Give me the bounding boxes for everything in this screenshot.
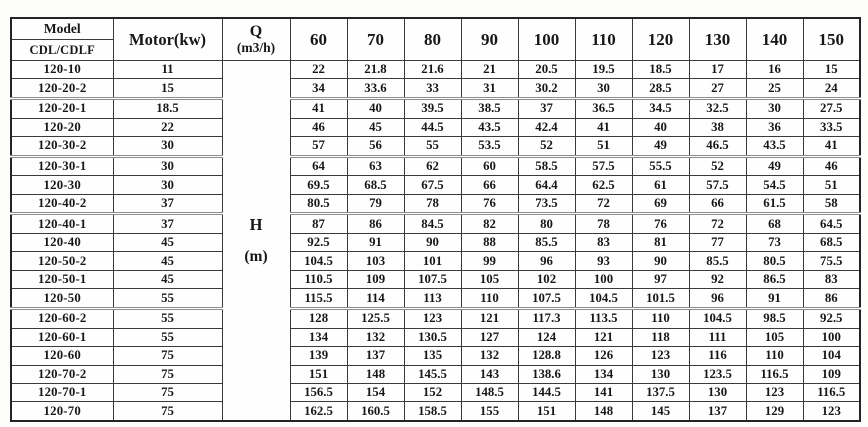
- head-value-cell: 56: [347, 137, 404, 157]
- head-value-cell: 68.5: [803, 234, 860, 252]
- head-value-cell: 49: [746, 156, 803, 176]
- head-value-cell: 43.5: [746, 137, 803, 157]
- flow-column-header: 100: [518, 18, 575, 61]
- model-header-series-label: CDL/CDLF: [29, 43, 95, 57]
- head-value-cell: 126: [575, 347, 632, 365]
- head-value-cell: 123.5: [689, 365, 746, 383]
- head-value-cell: 25: [746, 79, 803, 99]
- head-value-cell: 82: [461, 214, 518, 234]
- table-row: [11, 347, 860, 365]
- head-value-cell: 80: [518, 214, 575, 234]
- table-row: [11, 118, 860, 136]
- head-value-cell: 104.5: [290, 252, 347, 270]
- head-symbol-label: H: [249, 215, 263, 234]
- table-row: [11, 156, 860, 176]
- head-value-cell: 97: [632, 270, 689, 288]
- head-value-cell: 73: [746, 234, 803, 252]
- model-cell: 120-40-1: [11, 214, 113, 234]
- head-value-cell: 57: [290, 137, 347, 157]
- head-value-cell: 33.5: [803, 118, 860, 136]
- table-row: [11, 383, 860, 401]
- flow-column-header: 60: [290, 18, 347, 61]
- head-value-cell: 68.5: [347, 176, 404, 194]
- head-value-cell: 57.5: [689, 176, 746, 194]
- head-value-cell: 30: [746, 99, 803, 119]
- motor-power-cell: 30: [113, 156, 222, 176]
- head-value-cell: 40: [347, 99, 404, 119]
- head-value-cell: 69.5: [290, 176, 347, 194]
- motor-power-cell: 75: [113, 383, 222, 401]
- header-row: [11, 18, 860, 61]
- head-value-cell: 64.4: [518, 176, 575, 194]
- head-value-cell: 132: [347, 328, 404, 346]
- head-value-cell: 45: [347, 118, 404, 136]
- head-value-cell: 115.5: [290, 289, 347, 309]
- head-value-cell: 83: [803, 270, 860, 288]
- flow-column-header: 70: [347, 18, 404, 61]
- table-header: [11, 18, 860, 61]
- head-value-cell: 24: [803, 79, 860, 99]
- head-value-cell: 110: [746, 347, 803, 365]
- head-value-cell: 129: [746, 402, 803, 421]
- head-value-cell: 77: [689, 234, 746, 252]
- flow-column-header: 110: [575, 18, 632, 61]
- head-value-cell: 41: [803, 137, 860, 157]
- table-body: [11, 61, 860, 422]
- table-row: [11, 365, 860, 383]
- head-value-cell: 132: [461, 347, 518, 365]
- head-value-cell: 51: [803, 176, 860, 194]
- head-value-cell: 121: [461, 308, 518, 328]
- head-value-cell: 91: [746, 289, 803, 309]
- motor-power-cell: 30: [113, 176, 222, 194]
- head-value-cell: 160.5: [347, 402, 404, 421]
- head-value-cell: 58.5: [518, 156, 575, 176]
- table-row: [11, 194, 860, 214]
- flow-column-header: 90: [461, 18, 518, 61]
- head-value-cell: 54.5: [746, 176, 803, 194]
- motor-power-cell: 45: [113, 270, 222, 288]
- model-cell: 120-30-1: [11, 156, 113, 176]
- head-value-cell: 155: [461, 402, 518, 421]
- head-value-cell: 30.2: [518, 79, 575, 99]
- head-value-cell: 111: [689, 328, 746, 346]
- table-row: [11, 234, 860, 252]
- table-row: [11, 99, 860, 119]
- head-value-cell: 145: [632, 402, 689, 421]
- table-row: [11, 308, 860, 328]
- head-value-cell: 63: [347, 156, 404, 176]
- head-value-cell: 130: [689, 383, 746, 401]
- head-value-cell: 20.5: [518, 61, 575, 79]
- head-value-cell: 78: [575, 214, 632, 234]
- head-value-cell: 121: [575, 328, 632, 346]
- head-value-cell: 110: [632, 308, 689, 328]
- head-value-cell: 55: [404, 137, 461, 157]
- head-value-cell: 43.5: [461, 118, 518, 136]
- head-value-cell: 130.5: [404, 328, 461, 346]
- head-value-cell: 96: [518, 252, 575, 270]
- head-value-cell: 134: [575, 365, 632, 383]
- flow-column-header: 80: [404, 18, 461, 61]
- head-value-cell: 101.5: [632, 289, 689, 309]
- head-value-cell: 31: [461, 79, 518, 99]
- head-value-cell: 46.5: [689, 137, 746, 157]
- motor-power-cell: 55: [113, 308, 222, 328]
- head-value-cell: 37: [518, 99, 575, 119]
- head-value-cell: 33.6: [347, 79, 404, 99]
- head-value-cell: 105: [461, 270, 518, 288]
- head-value-cell: 135: [404, 347, 461, 365]
- head-value-cell: 17: [689, 61, 746, 79]
- head-value-cell: 72: [575, 194, 632, 214]
- head-value-cell: 88: [461, 234, 518, 252]
- head-value-cell: 101: [404, 252, 461, 270]
- head-value-cell: 66: [461, 176, 518, 194]
- table-row: [11, 61, 860, 79]
- head-value-cell: 80.5: [290, 194, 347, 214]
- model-cell: 120-50-2: [11, 252, 113, 270]
- head-value-cell: 34.5: [632, 99, 689, 119]
- head-value-cell: 116: [689, 347, 746, 365]
- model-cell: 120-40: [11, 234, 113, 252]
- head-value-cell: 151: [518, 402, 575, 421]
- head-value-cell: 130: [632, 365, 689, 383]
- flow-column-header: 140: [746, 18, 803, 61]
- model-cell: 120-70-2: [11, 365, 113, 383]
- head-value-cell: 18.5: [632, 61, 689, 79]
- model-cell: 120-10: [11, 61, 113, 79]
- head-value-cell: 141: [575, 383, 632, 401]
- head-value-cell: 40: [632, 118, 689, 136]
- head-value-cell: 83: [575, 234, 632, 252]
- head-value-cell: 62.5: [575, 176, 632, 194]
- head-value-cell: 69: [632, 194, 689, 214]
- motor-power-cell: 45: [113, 234, 222, 252]
- head-value-cell: 22: [290, 61, 347, 79]
- head-unit-label: (m): [244, 248, 268, 265]
- motor-power-cell: 37: [113, 194, 222, 214]
- head-value-cell: 42.4: [518, 118, 575, 136]
- head-value-cell: 134: [290, 328, 347, 346]
- model-cell: 120-30-2: [11, 137, 113, 157]
- head-value-cell: 148: [347, 365, 404, 383]
- head-value-cell: 154: [347, 383, 404, 401]
- head-value-cell: 76: [461, 194, 518, 214]
- head-value-cell: 86: [803, 289, 860, 309]
- head-value-cell: 32.5: [689, 99, 746, 119]
- motor-power-cell: 55: [113, 289, 222, 309]
- pump-head-table: [10, 17, 861, 422]
- head-value-cell: 90: [404, 234, 461, 252]
- table-row: [11, 176, 860, 194]
- motor-power-cell: 75: [113, 347, 222, 365]
- motor-power-cell: 30: [113, 137, 222, 157]
- head-value-cell: 125.5: [347, 308, 404, 328]
- head-value-cell: 38.5: [461, 99, 518, 119]
- head-value-cell: 128.8: [518, 347, 575, 365]
- head-value-cell: 110.5: [290, 270, 347, 288]
- head-value-cell: 52: [689, 156, 746, 176]
- head-value-cell: 78: [404, 194, 461, 214]
- head-value-cell: 62: [404, 156, 461, 176]
- head-value-cell: 90: [632, 252, 689, 270]
- model-cell: 120-60-2: [11, 308, 113, 328]
- head-value-cell: 67.5: [404, 176, 461, 194]
- head-value-cell: 75.5: [803, 252, 860, 270]
- head-value-cell: 34: [290, 79, 347, 99]
- head-value-cell: 113.5: [575, 308, 632, 328]
- head-value-cell: 28.5: [632, 79, 689, 99]
- head-value-cell: 85.5: [518, 234, 575, 252]
- head-value-cell: 144.5: [518, 383, 575, 401]
- flow-header-cell: [222, 18, 290, 61]
- head-value-cell: 55.5: [632, 156, 689, 176]
- model-cell: 120-20-1: [11, 99, 113, 119]
- head-value-cell: 123: [746, 383, 803, 401]
- head-value-cell: 137: [347, 347, 404, 365]
- head-value-cell: 27.5: [803, 99, 860, 119]
- head-value-cell: 73.5: [518, 194, 575, 214]
- head-value-cell: 64.5: [803, 214, 860, 234]
- motor-power-cell: 11: [113, 61, 222, 79]
- head-value-cell: 162.5: [290, 402, 347, 421]
- head-value-cell: 53.5: [461, 137, 518, 157]
- head-value-cell: 61: [632, 176, 689, 194]
- head-value-cell: 103: [347, 252, 404, 270]
- head-value-cell: 15: [803, 61, 860, 79]
- head-value-cell: 51: [575, 137, 632, 157]
- motor-power-cell: 45: [113, 252, 222, 270]
- head-value-cell: 124: [518, 328, 575, 346]
- head-value-cell: 72: [689, 214, 746, 234]
- head-value-cell: 30: [575, 79, 632, 99]
- head-value-cell: 156.5: [290, 383, 347, 401]
- head-value-cell: 158.5: [404, 402, 461, 421]
- head-value-cell: 81: [632, 234, 689, 252]
- head-value-cell: 79: [347, 194, 404, 214]
- head-value-cell: 127: [461, 328, 518, 346]
- head-value-cell: 137: [689, 402, 746, 421]
- flow-column-header: 130: [689, 18, 746, 61]
- head-value-cell: 104.5: [575, 289, 632, 309]
- table-row: [11, 252, 860, 270]
- head-value-cell: 33: [404, 79, 461, 99]
- head-value-cell: 60: [461, 156, 518, 176]
- model-cell: 120-50-1: [11, 270, 113, 288]
- head-value-cell: 123: [632, 347, 689, 365]
- head-value-cell: 100: [803, 328, 860, 346]
- model-header-label: Model: [12, 19, 113, 40]
- head-value-cell: 21.6: [404, 61, 461, 79]
- head-value-cell: 39.5: [404, 99, 461, 119]
- head-value-cell: 104.5: [689, 308, 746, 328]
- head-value-cell: 96: [689, 289, 746, 309]
- table-row: [11, 79, 860, 99]
- head-value-cell: 21: [461, 61, 518, 79]
- flow-column-header: 120: [632, 18, 689, 61]
- head-value-cell: 44.5: [404, 118, 461, 136]
- head-unit-cell: [222, 61, 290, 422]
- motor-power-cell: 75: [113, 402, 222, 421]
- head-value-cell: 139: [290, 347, 347, 365]
- head-value-cell: 117.3: [518, 308, 575, 328]
- motor-power-cell: 37: [113, 214, 222, 234]
- head-value-cell: 86.5: [746, 270, 803, 288]
- head-value-cell: 16: [746, 61, 803, 79]
- flow-symbol-label: Q: [249, 23, 263, 41]
- motor-power-cell: 15: [113, 79, 222, 99]
- model-cell: 120-50: [11, 289, 113, 309]
- table-row: [11, 214, 860, 234]
- head-value-cell: 85.5: [689, 252, 746, 270]
- head-value-cell: 80.5: [746, 252, 803, 270]
- model-header-cell: [11, 18, 113, 61]
- head-value-cell: 99: [461, 252, 518, 270]
- table-row: [11, 402, 860, 421]
- head-value-cell: 57.5: [575, 156, 632, 176]
- flow-unit-label: (m3/h): [236, 39, 276, 55]
- head-value-cell: 109: [347, 270, 404, 288]
- head-value-cell: 84.5: [404, 214, 461, 234]
- head-value-cell: 87: [290, 214, 347, 234]
- head-value-cell: 92.5: [290, 234, 347, 252]
- head-value-cell: 92.5: [803, 308, 860, 328]
- head-value-cell: 86: [347, 214, 404, 234]
- head-value-cell: 93: [575, 252, 632, 270]
- head-value-cell: 27: [689, 79, 746, 99]
- table-row: [11, 328, 860, 346]
- model-cell: 120-40-2: [11, 194, 113, 214]
- head-value-cell: 151: [290, 365, 347, 383]
- table-row: [11, 289, 860, 309]
- head-value-cell: 148.5: [461, 383, 518, 401]
- head-value-cell: 123: [404, 308, 461, 328]
- head-value-cell: 91: [347, 234, 404, 252]
- table-row: [11, 137, 860, 157]
- head-value-cell: 36: [746, 118, 803, 136]
- head-value-cell: 105: [746, 328, 803, 346]
- head-value-cell: 113: [404, 289, 461, 309]
- head-value-cell: 76: [632, 214, 689, 234]
- motor-power-cell: 55: [113, 328, 222, 346]
- motor-header-cell: Motor(kw): [113, 18, 222, 61]
- head-value-cell: 98.5: [746, 308, 803, 328]
- motor-power-cell: 75: [113, 365, 222, 383]
- head-value-cell: 104: [803, 347, 860, 365]
- head-value-cell: 107.5: [404, 270, 461, 288]
- head-value-cell: 110: [461, 289, 518, 309]
- head-value-cell: 102: [518, 270, 575, 288]
- flow-column-header: 150: [803, 18, 860, 61]
- head-value-cell: 61.5: [746, 194, 803, 214]
- head-value-cell: 138.6: [518, 365, 575, 383]
- motor-power-cell: 18.5: [113, 99, 222, 119]
- head-value-cell: 92: [689, 270, 746, 288]
- model-cell: 120-30: [11, 176, 113, 194]
- model-cell: 120-70-1: [11, 383, 113, 401]
- head-value-cell: 46: [290, 118, 347, 136]
- head-value-cell: 100: [575, 270, 632, 288]
- model-cell: 120-70: [11, 402, 113, 421]
- head-value-cell: 46: [803, 156, 860, 176]
- head-value-cell: 109: [803, 365, 860, 383]
- head-value-cell: 38: [689, 118, 746, 136]
- head-value-cell: 36.5: [575, 99, 632, 119]
- head-value-cell: 49: [632, 137, 689, 157]
- head-value-cell: 58: [803, 194, 860, 214]
- head-value-cell: 107.5: [518, 289, 575, 309]
- head-value-cell: 137.5: [632, 383, 689, 401]
- head-value-cell: 21.8: [347, 61, 404, 79]
- head-value-cell: 148: [575, 402, 632, 421]
- head-value-cell: 52: [518, 137, 575, 157]
- head-value-cell: 118: [632, 328, 689, 346]
- head-value-cell: 116.5: [803, 383, 860, 401]
- head-value-cell: 143: [461, 365, 518, 383]
- head-value-cell: 123: [803, 402, 860, 421]
- head-value-cell: 66: [689, 194, 746, 214]
- table-row: [11, 270, 860, 288]
- head-value-cell: 114: [347, 289, 404, 309]
- model-cell: 120-20-2: [11, 79, 113, 99]
- head-value-cell: 64: [290, 156, 347, 176]
- model-cell: 120-60-1: [11, 328, 113, 346]
- head-value-cell: 41: [575, 118, 632, 136]
- head-value-cell: 145.5: [404, 365, 461, 383]
- head-value-cell: 116.5: [746, 365, 803, 383]
- head-value-cell: 41: [290, 99, 347, 119]
- head-value-cell: 19.5: [575, 61, 632, 79]
- head-value-cell: 152: [404, 383, 461, 401]
- head-value-cell: 68: [746, 214, 803, 234]
- motor-power-cell: 22: [113, 118, 222, 136]
- model-cell: 120-60: [11, 347, 113, 365]
- head-value-cell: 128: [290, 308, 347, 328]
- model-cell: 120-20: [11, 118, 113, 136]
